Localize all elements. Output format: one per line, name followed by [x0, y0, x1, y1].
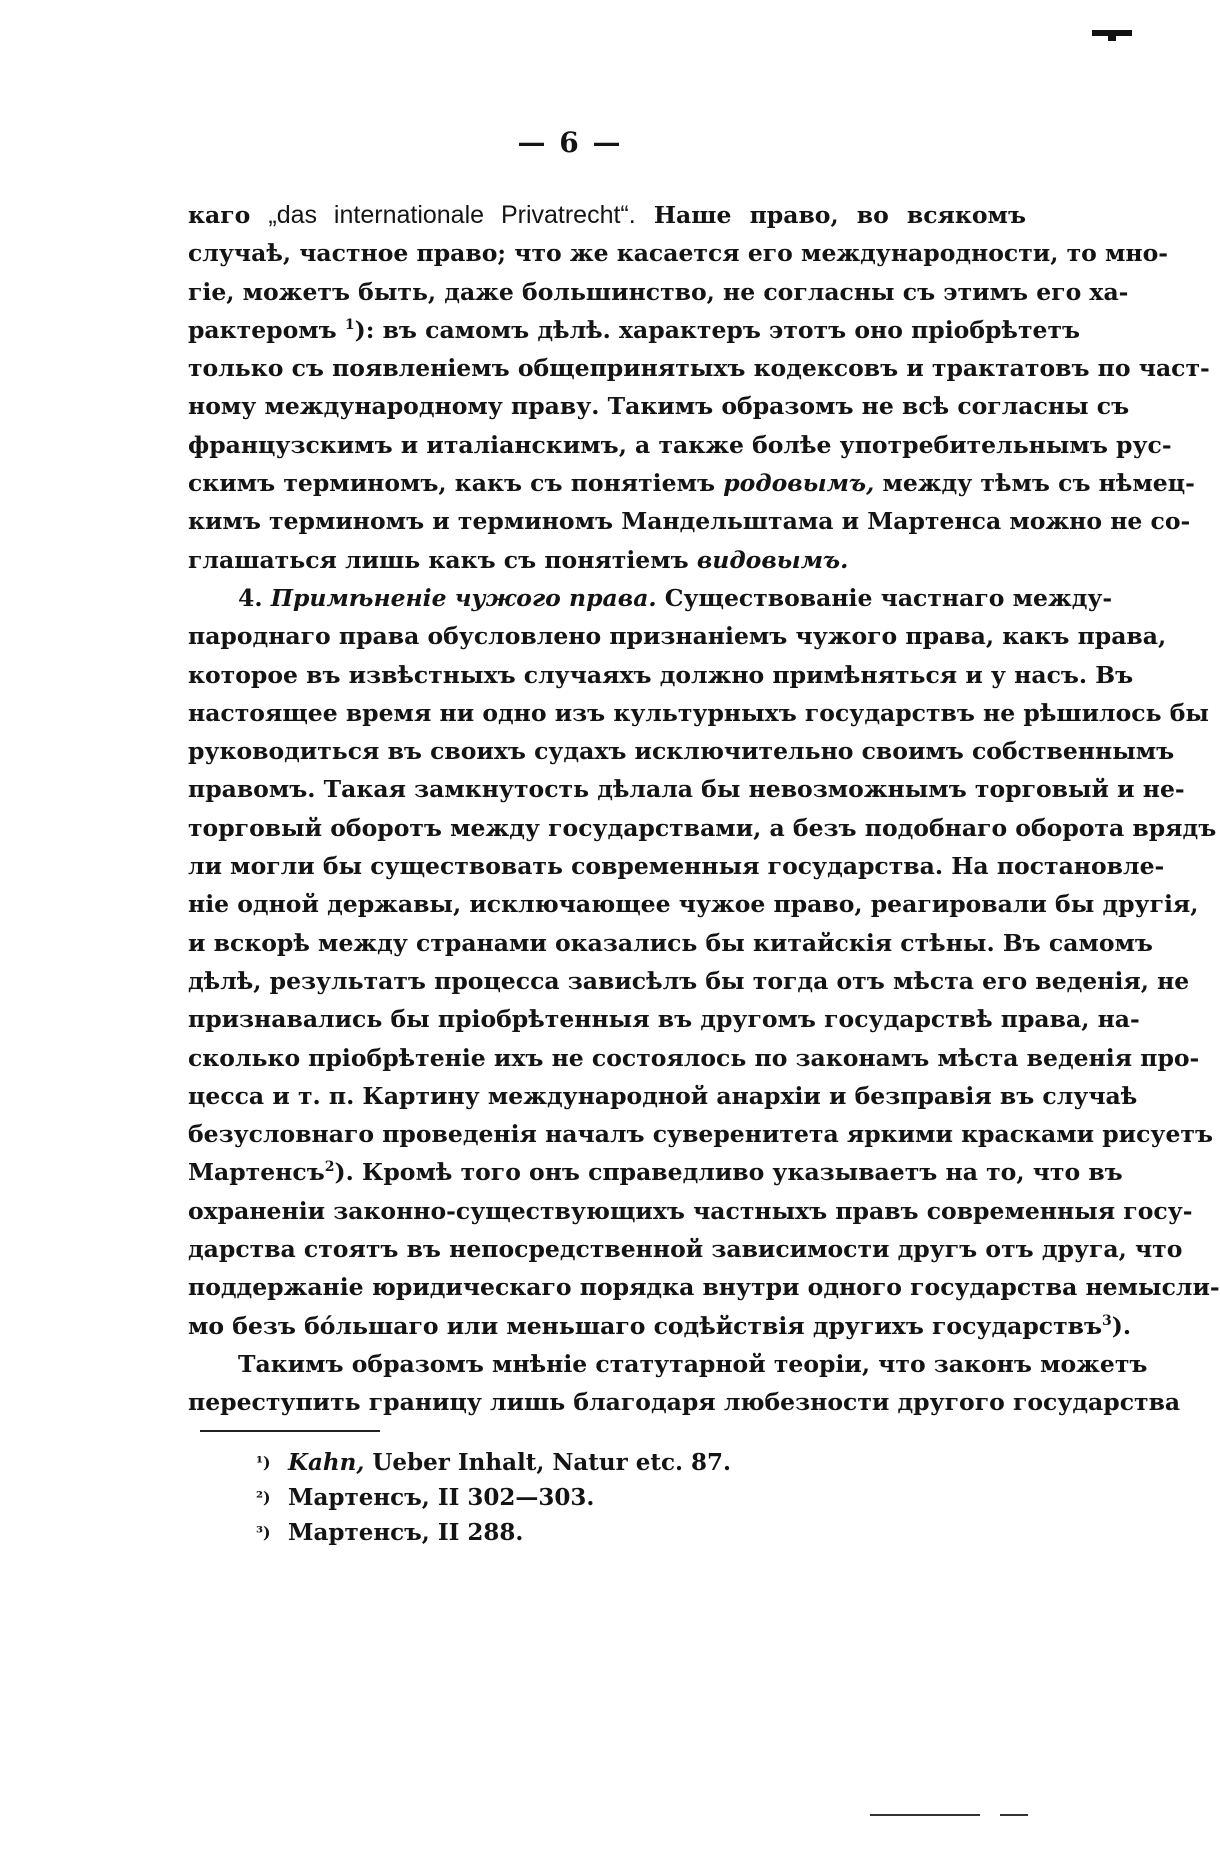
footnote-1 — [256, 1445, 731, 1480]
italic-term: родовымъ, — [723, 469, 875, 498]
footnote-2 — [256, 1480, 731, 1515]
text-line: каго „das internationale Privatrecht“. Наше право, во всякомъ — [188, 201, 1026, 229]
paragraph-3 — [188, 1345, 1181, 1422]
section-number: 4. — [238, 583, 263, 612]
text-line: мо безъ бо́льшаго или меньшаго содѣйствія другихъ государствъ$^3$). — [188, 1311, 1132, 1340]
text-line: Мартенсъ$^2$). Кромѣ того онъ справедливо указываетъ на то, что въ — [188, 1158, 1123, 1187]
text-line: только съ появленіемъ общепринятыхъ кодексовъ и трактатовъ по част- — [188, 354, 1210, 383]
page-number: — 6 — — [517, 126, 623, 159]
footnote-ref-2[interactable]: 2 — [324, 1159, 335, 1176]
text-line: сколько пріобрѣтеніе ихъ не состоялось по законамъ мѣста веденія про- — [188, 1043, 1200, 1072]
text-line: скимъ терминомъ, какъ съ понятіемъ родовымъ, между тѣмъ съ нѣмец- — [188, 469, 1195, 498]
text-line: безусловнаго проведенія началъ суверенитета яркими красками рисуетъ — [188, 1120, 1213, 1149]
text-line: случаѣ, частное право; что же касается его международности, то мно- — [188, 239, 1169, 268]
text-line: ніе одной державы, исключающее чужое право, реагировали бы другія, — [188, 890, 1199, 919]
text-line: переступить границу лишь благодаря любезности другого государства — [188, 1388, 1181, 1417]
text-line: ному международному праву. Такимъ образомъ не всѣ согласны съ — [188, 392, 1130, 421]
footnote-author: Kahn, — [288, 1449, 365, 1476]
text-line: Такимъ образомъ мнѣніе статутарной теоріи, что законъ можетъ — [238, 1349, 1148, 1378]
text-line: руководиться въ своихъ судахъ исключительно своимъ собственнымъ — [188, 737, 1175, 766]
text-line: гіе, можетъ быть, даже большинство, не согласны съ этимъ его ха- — [188, 277, 1129, 306]
corner-scan-mark — [1092, 30, 1132, 36]
text-line: признавались бы пріобрѣтенныя въ другомъ государствѣ права, на- — [188, 1005, 1140, 1034]
text-line: охраненіи законно-существующихъ частныхъ правъ современныя госу- — [188, 1196, 1193, 1225]
footnotes — [256, 1445, 731, 1550]
text-line: правомъ. Такая замкнутость дѣлала бы невозможнымъ торговый и не- — [188, 775, 1185, 804]
footnote-mark: ²) — [256, 1488, 271, 1507]
footnote-divider — [200, 1430, 380, 1432]
text-line: французскимъ и италіанскимъ, а также болѣе употребительнымъ рус- — [188, 430, 1172, 459]
text-line: кимъ терминомъ и терминомъ Мандельштама и Мартенса можно не со- — [188, 507, 1191, 536]
text-line: настоящее время ни одно изъ культурныхъ государствъ не рѣшилось бы — [188, 698, 1209, 727]
text-line: дарства стоятъ въ непосредственной зависимости другъ отъ друга, что — [188, 1235, 1183, 1264]
footnote-mark: ³) — [256, 1523, 271, 1542]
text-line: поддержаніе юридическаго порядка внутри одного государства немысли- — [188, 1273, 1220, 1302]
footnote-3 — [256, 1515, 731, 1550]
text-line: которое въ извѣстныхъ случаяхъ должно примѣняться и у насъ. Въ — [188, 660, 1134, 689]
paragraph-1 — [188, 196, 1210, 579]
bottom-rule — [870, 1814, 980, 1816]
text-line: ли могли бы существовать современныя государства. На постановле- — [188, 852, 1165, 881]
text-line: и вскорѣ между странами оказались бы китайскія стѣны. Въ самомъ — [188, 928, 1153, 957]
italic-term: видовымъ. — [696, 545, 849, 574]
latin-term: „das internationale Privatrecht“. — [268, 201, 636, 229]
section-heading-line: 4. Примѣненіе чужого права. Существованіе частнаго между- — [238, 583, 1113, 612]
text-line: пароднаго права обусловлено признаніемъ чужого права, какъ права, — [188, 622, 1167, 651]
section-heading: Примѣненіе чужого права. — [270, 583, 657, 612]
text-line: торговый оборотъ между государствами, а безъ подобнаго оборота врядъ — [188, 813, 1217, 842]
footnote-ref-1[interactable]: 1 — [344, 317, 355, 334]
footnote-text: Ueber Inhalt, Natur etc. 87. — [364, 1449, 732, 1476]
footnote-text: Мартенсъ, II 288. — [288, 1519, 524, 1546]
text-line: рактеромъ $^1$): въ самомъ дѣлѣ. характеръ этотъ оно пріобрѣтетъ — [188, 315, 1081, 344]
main-text — [188, 196, 1220, 1422]
footnote-mark: ¹) — [256, 1453, 271, 1472]
footnote-ref-3[interactable]: 3 — [1102, 1312, 1112, 1329]
text-line: дѣлѣ, результатъ процесса зависѣлъ бы тогда отъ мѣста его веденія, не — [188, 966, 1190, 995]
bottom-rule-short — [1000, 1814, 1028, 1816]
footnote-text: Мартенсъ, II 302—303. — [288, 1484, 595, 1511]
text-line: глашаться лишь какъ съ понятіемъ видовымъ. — [188, 545, 849, 574]
text-line: цесса и т. п. Картину международной анархіи и безправія въ случаѣ — [188, 1081, 1138, 1110]
paragraph-2 — [188, 579, 1220, 1345]
